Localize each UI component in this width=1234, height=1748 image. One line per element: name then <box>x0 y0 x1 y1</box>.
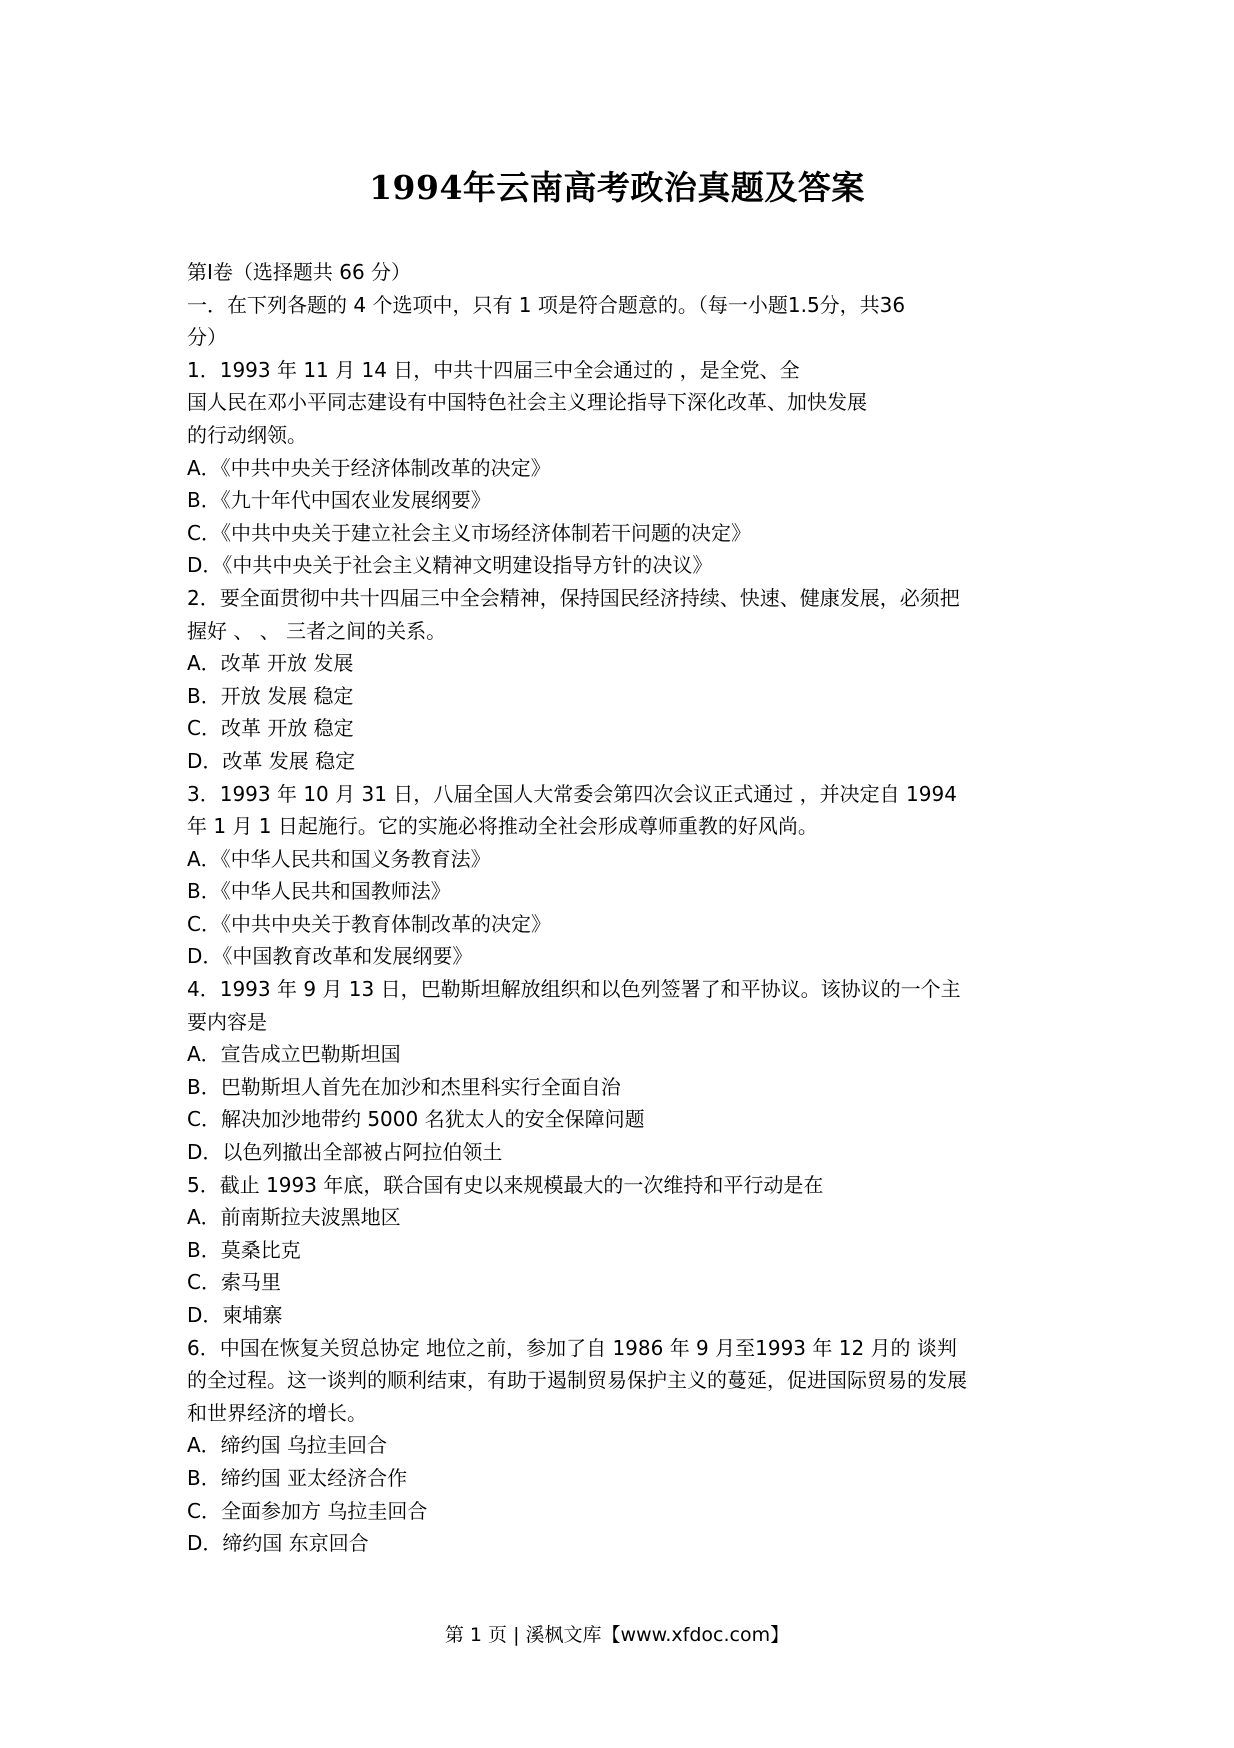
text-line: C．《中共中央关于建立社会主义市场经济体制若干问题的决定》 <box>187 520 751 545</box>
text-line: D．《中国教育改革和发展纲要》 <box>187 944 473 969</box>
text-line: B．开放 发展 稳定 <box>187 683 354 708</box>
text-line: 4．1993 年 9 月 13 日，巴勒斯坦解放组织和以色列签署了和平协议。该协议的一个主 <box>187 977 961 1002</box>
text-line: B．巴勒斯坦人首先在加沙和杰里科实行全面自治 <box>187 1074 621 1099</box>
text-line: 6．中国在恢复关贸总协定 地位之前，参加了自 1986 年 9 月至1993 年 12 月的 谈判 <box>187 1335 957 1360</box>
text-line: B．缔约国 亚太经济合作 <box>187 1465 408 1490</box>
text-line: A．前南斯拉夫波黑地区 <box>187 1205 401 1230</box>
text-line: 2．要全面贯彻中共十四届三中全会精神，保持国民经济持续、快速、健康发展，必须把 <box>187 585 960 610</box>
text-line: D．《中共中央关于社会主义精神文明建设指导方针的决议》 <box>187 553 713 578</box>
text-line: B．《中华人民共和国教师法》 <box>187 879 451 904</box>
text-line: D．以色列撤出全部被占阿拉伯领土 <box>187 1140 503 1165</box>
text-line: 握好 、 、 三者之间的关系。 <box>187 618 447 643</box>
text-line: 5．截止 1993 年底，联合国有史以来规模最大的一次维持和平行动是在 <box>187 1172 824 1197</box>
text-line: 和世界经济的增长。 <box>187 1400 367 1425</box>
text-line: C．全面参加方 乌拉圭回合 <box>187 1498 428 1523</box>
text-line: C．《中共中央关于教育体制改革的决定》 <box>187 911 551 936</box>
page-title: 1994年云南高考政治真题及答案 <box>369 168 865 207</box>
text-line: A．《中共中央关于经济体制改革的决定》 <box>187 455 551 480</box>
text-line: 一．在下列各题的 4 个选项中，只有 1 项是符合题意的。（每一小题1.5分，共36 <box>187 292 906 317</box>
text-line: C．索马里 <box>187 1270 281 1295</box>
text-line: 第Ⅰ卷（选择题共 66 分） <box>187 260 412 284</box>
text-line: A．《中华人民共和国义务教育法》 <box>187 846 491 871</box>
text-line: 年 1 月 1 日起施行。它的实施必将推动全社会形成尊师重教的好风尚。 <box>187 814 818 839</box>
text-line: 要内容是 <box>187 1009 267 1034</box>
text-line: D．柬埔寨 <box>187 1303 283 1327</box>
page-footer: 第 1 页 | 溪枫文库【www.xfdoc.com】 <box>444 1624 790 1646</box>
text-line: A．缔约国 乌拉圭回合 <box>187 1433 388 1458</box>
text-line: D．改革 发展 稳定 <box>187 748 356 773</box>
text-line: C．解决加沙地带约 5000 名犹太人的安全保障问题 <box>187 1107 645 1132</box>
text-line: A．宣告成立巴勒斯坦国 <box>187 1042 401 1067</box>
text-line: C．改革 开放 稳定 <box>187 716 354 741</box>
text-line: 的行动纲领。 <box>187 422 307 447</box>
text-line: 3．1993 年 10 月 31 日，八届全国人大常委会第四次会议正式通过 ，并决定自 1994 <box>187 781 957 806</box>
text-line: 国人民在邓小平同志建设有中国特色社会主义理论指导下深化改革、加快发展 <box>187 390 867 415</box>
text-line: B．莫桑比克 <box>187 1237 301 1262</box>
text-line: 分） <box>187 325 227 350</box>
text-line: 1．1993 年 11 月 14 日，中共十四届三中全会通过的 ，是全党、全 <box>187 357 800 382</box>
exam-content <box>187 256 1057 1560</box>
text-line: D．缔约国 东京回合 <box>187 1531 369 1556</box>
text-line: B．《九十年代中国农业发展纲要》 <box>187 488 491 513</box>
text-line: A．改革 开放 发展 <box>187 651 354 676</box>
text-line: 的全过程。这一谈判的顺利结束，有助于遏制贸易保护主义的蔓延，促进国际贸易的发展 <box>187 1368 967 1393</box>
